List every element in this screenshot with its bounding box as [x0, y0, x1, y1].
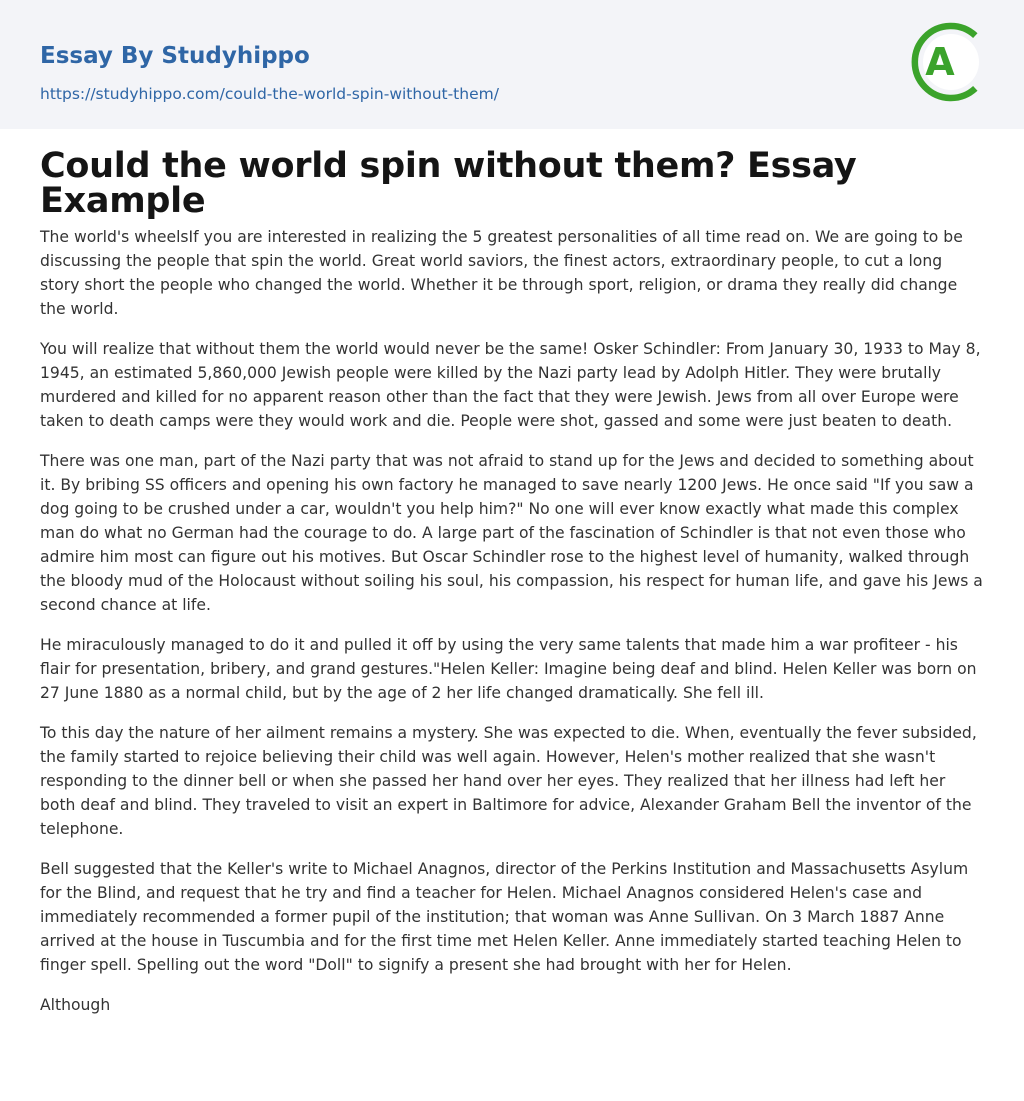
article-paragraph: Bell suggested that the Keller's write to Michael Anagnos, director of the Perkins Institution and Massachusetts Asylum for the Blind, and request that he try and find a teacher for Helen. Michael Anagnos considered Helen's case and immediately recommended a former pupil of the institution; that woman was Anne Sullivan. On 3 March 1887 Anne arrived at the house in Tuscumbia and for the first time met Helen Keller. Anne immediately started teaching Helen to finger spell. Spelling out the word "Doll" to signify a present she had brought with her for Helen.: [40, 860, 969, 974]
article: [0, 129, 1024, 1017]
article-paragraph: He miraculously managed to do it and pulled it off by using the very same talents that made him a war profiteer - his flair for presentation, bribery, and grand gestures."Helen Keller: Imagine being deaf and blind. Helen Keller was born on 27 June 1880 as a normal child, but by the age of 2 her life changed dramatically. She fell ill.: [40, 636, 977, 702]
article-title: Could the world spin without them? Essay Example: [40, 146, 857, 221]
source-url-link[interactable]: https://studyhippo.com/could-the-world-spin-without-them/: [40, 85, 499, 103]
logo-letter: A: [925, 40, 955, 84]
article-paragraph: Although: [40, 996, 111, 1014]
site-header: [0, 0, 1024, 129]
article-paragraph: There was one man, part of the Nazi party that was not afraid to stand up for the Jews and decided to something about it. By bribing SS officers and opening his own factory he managed to save nearly 1200 Jews. He once said "If you saw a dog going to be crushed under a car, wouldn't you help him?" No one will ever know exactly what made this complex man do what no German had the courage to do. A large part of the fascination of Schindler is that not even those who admire him most can figure out his motives. But Oscar Schindler rose to the highest level of humanity, walked through the bloody mud of the Holocaust without soiling his soul, his compassion, his respect for human life, and gave his Jews a second chance at life.: [40, 452, 983, 614]
site-brand[interactable]: Essay By Studyhippo: [40, 43, 310, 69]
article-paragraph: You will realize that without them the world would never be the same! Osker Schindler: From January 30, 1933 to May 8, 1945, an estimated 5,860,000 Jewish people were killed by the Nazi party lead by Adolph Hitler. They were brutally murdered and killed for no apparent reason other than the fact that they were Jewish. Jews from all over Europe were taken to death camps were they would work and die. People were shot, gassed and some were just beaten to death.: [40, 340, 981, 430]
studyhippo-logo-icon[interactable]: [911, 19, 987, 105]
article-paragraph: The world's wheelsIf you are interested in realizing the 5 greatest personalities of all time read on. We are going to be discussing the people that spin the world. Great world saviors, the finest actors, extraordinary people, to cut a long story short the people who changed the world. Whether it be through sport, religion, or drama they really did change the world.: [40, 228, 963, 318]
article-paragraph: To this day the nature of her ailment remains a mystery. She was expected to die. When, eventually the fever subsided, the family started to rejoice believing their child was well again. However, Helen's mother realized that she wasn't responding to the dinner bell or when she passed her hand over her eyes. They realized that her illness had left her both deaf and blind. They traveled to visit an expert in Baltimore for advice, Alexander Graham Bell the inventor of the telephone.: [40, 724, 977, 838]
